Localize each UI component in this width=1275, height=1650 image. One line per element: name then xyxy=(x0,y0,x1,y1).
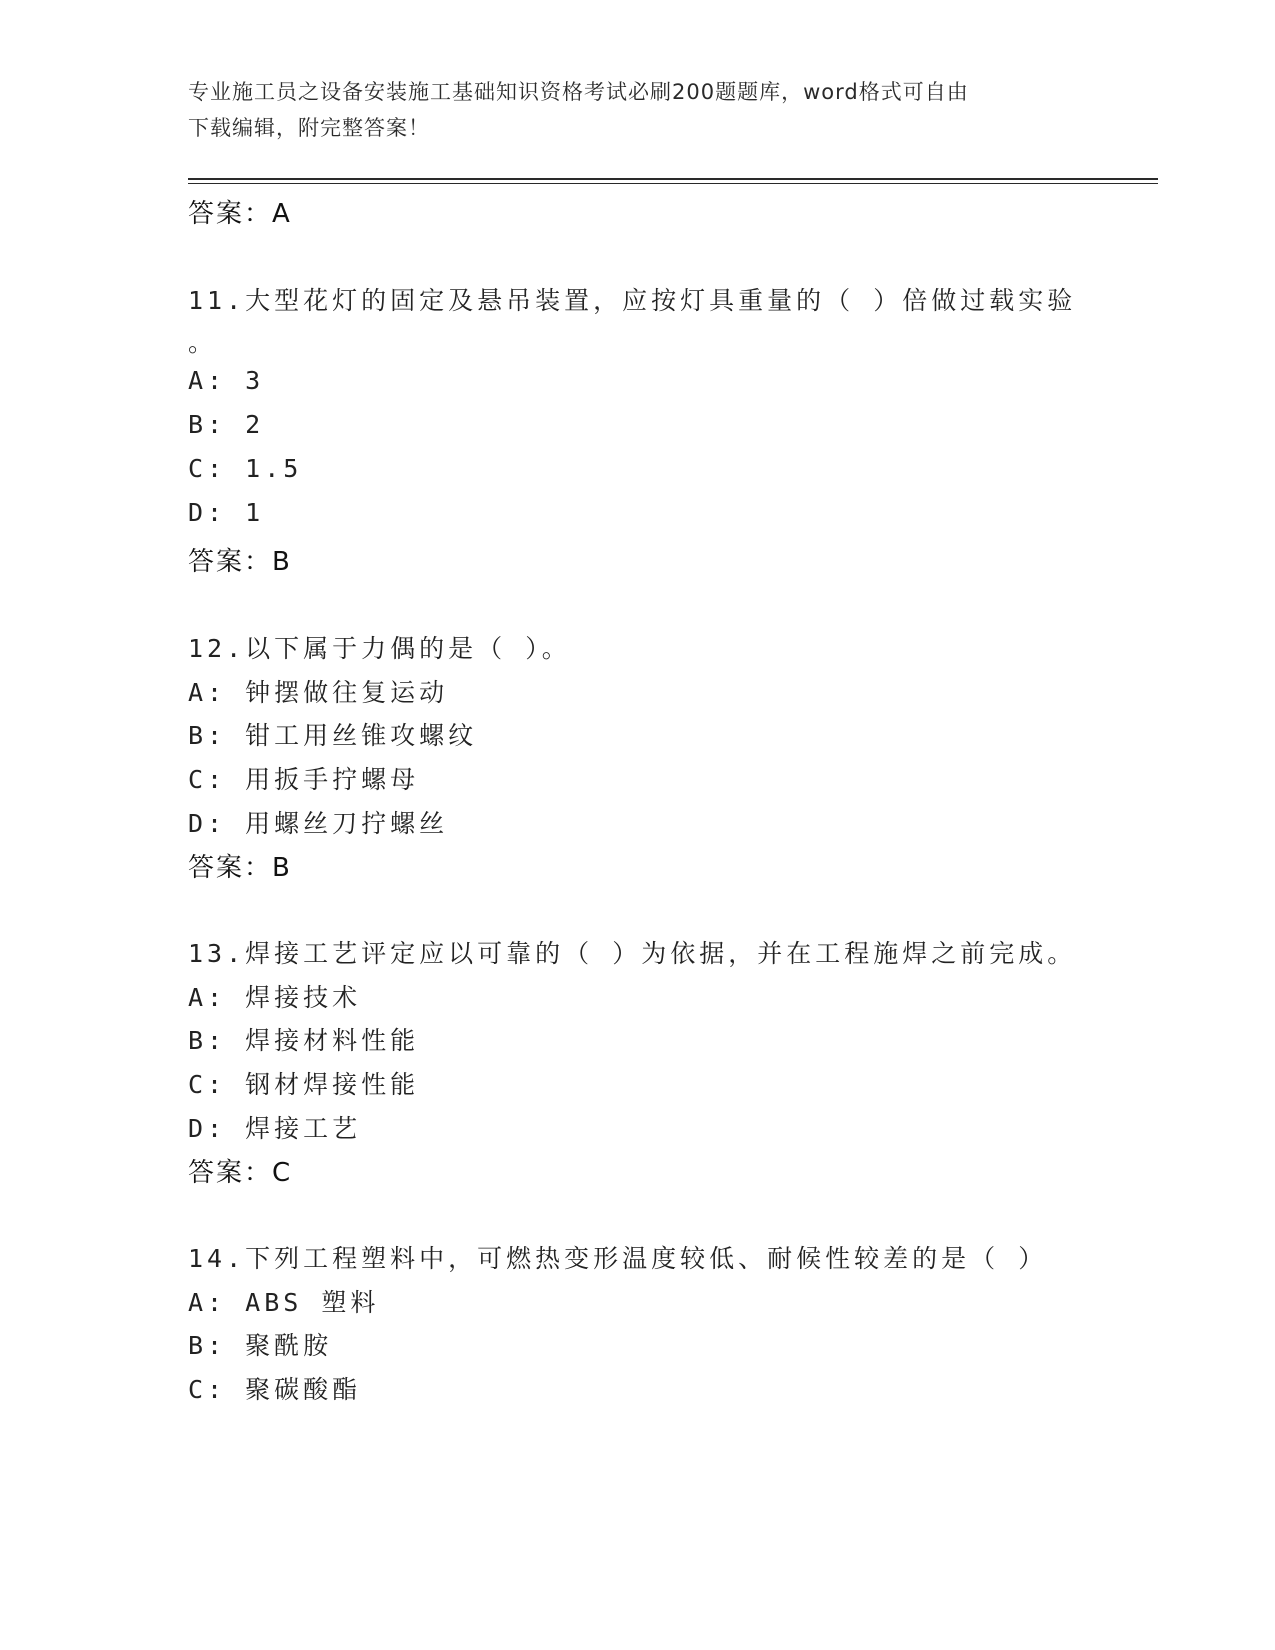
question-12-option-d: D: 用螺丝刀拧螺丝 xyxy=(188,809,449,838)
document-header xyxy=(188,74,1088,146)
header-line-2: 下载编辑，附完整答案！ xyxy=(188,116,430,140)
question-13-option-b: B: 焊接材料性能 xyxy=(188,1026,420,1055)
question-11-option-d: D: 1 xyxy=(188,498,265,527)
answer-q12: 答案：B xyxy=(188,853,292,883)
question-11-text: 11.大型花灯的固定及悬吊装置，应按灯具重量的（ ）倍做过载实验 xyxy=(188,286,1077,315)
question-14-option-b: B: 聚酰胺 xyxy=(188,1331,333,1360)
answer-q13: 答案：C xyxy=(188,1158,293,1188)
answer-q10: 答案：A xyxy=(188,199,292,229)
header-divider-thick xyxy=(188,178,1158,180)
question-11-option-c: C: 1.5 xyxy=(188,454,303,483)
question-12-text: 12.以下属于力偶的是（ ）。 xyxy=(188,634,571,663)
question-12-option-a: A: 钟摆做往复运动 xyxy=(188,678,449,707)
question-12-option-c: C: 用扳手拧螺母 xyxy=(188,765,420,794)
question-12-option-b: B: 钳工用丝锥攻螺纹 xyxy=(188,721,478,750)
question-13-option-c: C: 钢材焊接性能 xyxy=(188,1070,420,1099)
question-11-text-continued: 。 xyxy=(188,328,218,357)
question-11-option-a: A: 3 xyxy=(188,366,265,395)
question-13-text: 13.焊接工艺评定应以可靠的（ ）为依据，并在工程施焊之前完成。 xyxy=(188,939,1077,968)
question-13-option-d: D: 焊接工艺 xyxy=(188,1114,362,1143)
question-13-option-a: A: 焊接技术 xyxy=(188,983,362,1012)
question-14-text: 14.下列工程塑料中，可燃热变形温度较低、耐候性较差的是（ ） xyxy=(188,1244,1048,1273)
question-11-option-b: B: 2 xyxy=(188,410,265,439)
header-divider-thin xyxy=(188,183,1158,184)
question-14-option-a: A: ABS 塑料 xyxy=(188,1288,380,1317)
question-14-option-c: C: 聚碳酸酯 xyxy=(188,1375,362,1404)
header-line-1: 专业施工员之设备安装施工基础知识资格考试必刷200题题库，word格式可自由 xyxy=(188,80,969,104)
answer-q11: 答案：B xyxy=(188,547,292,577)
